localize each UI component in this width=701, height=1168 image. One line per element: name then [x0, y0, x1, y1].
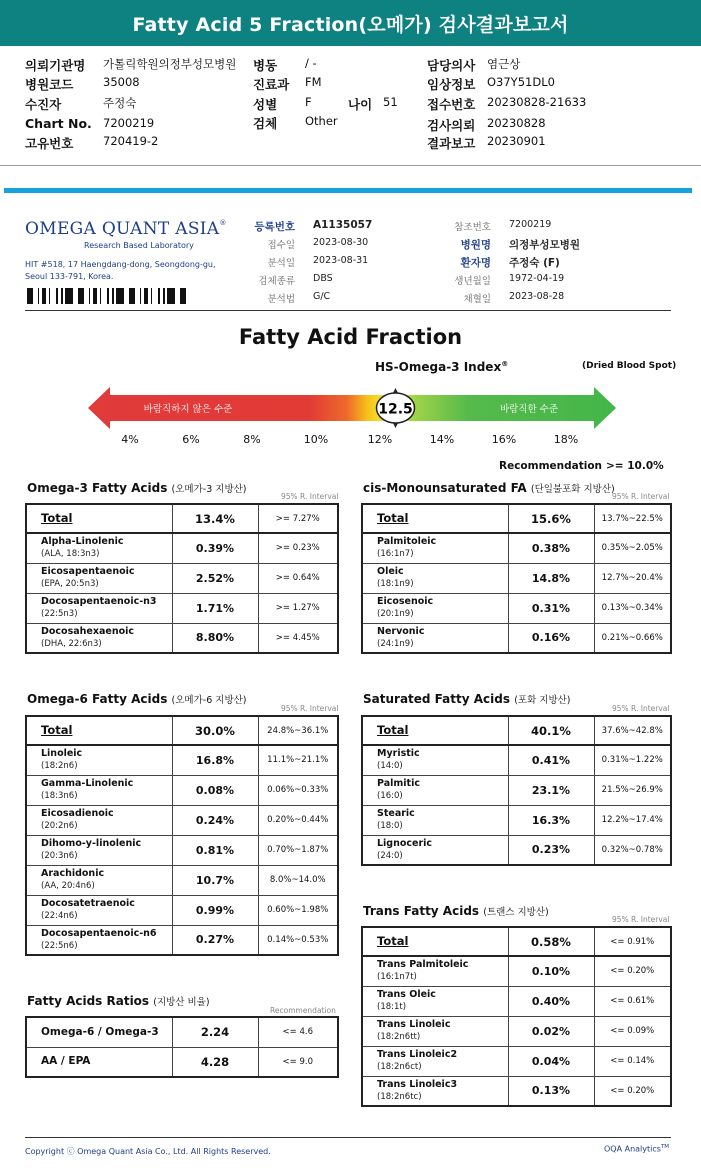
doctor-label: 담당의사 [427, 58, 476, 73]
table-row [362, 956, 671, 986]
acid-name: Linoleic [41, 748, 83, 760]
acid-name-cell [362, 623, 508, 653]
table-row [26, 775, 338, 805]
omega6-title-text: Omega-6 Fatty Acids [27, 692, 168, 706]
acid-code: (16:0) [377, 791, 403, 801]
acid-value: 13.4% [172, 504, 258, 533]
acid-name: Dihomo-y-linolenic [41, 838, 142, 849]
acid-name-cell [362, 775, 508, 805]
ratios-title [27, 994, 210, 1008]
acid-value: 0.81% [172, 835, 258, 865]
acid-name-cell [26, 865, 172, 895]
omega3-title [27, 481, 247, 495]
sex-value: F [305, 95, 312, 109]
specimen-type-label: 검체종류 [258, 276, 295, 287]
acid-value: 0.13% [508, 1076, 594, 1106]
acid-name: Alpha-Linolenic [41, 536, 124, 548]
footer-brand-text: OQA Analytics [604, 1144, 661, 1154]
table-row [26, 865, 338, 895]
table-row [362, 1046, 671, 1076]
acid-name: Arachidonic [41, 868, 105, 879]
patient-label: 수진자 [25, 97, 62, 112]
total-row [26, 504, 338, 533]
unique-no-label: 고유번호 [25, 136, 74, 151]
unique-no-value: 720419-2 [103, 134, 159, 148]
reference-range: <= 0.20% [594, 956, 671, 986]
received-label: 접수일 [267, 240, 295, 251]
reference-range: 0.60%~1.98% [258, 895, 338, 925]
acid-value: 0.41% [508, 745, 594, 775]
reference-range: <= 9.0 [258, 1047, 338, 1077]
lab-name: OMEGA QUANT ASIA [25, 219, 220, 239]
footer-brand [604, 1144, 669, 1154]
gauge-value: 12.5 [378, 401, 413, 418]
gauge-tick-label: 6% [182, 433, 200, 446]
acid-value: 2.52% [172, 563, 258, 593]
acid-code: (22:5n6) [41, 940, 78, 951]
acid-code: (20:1n9) [377, 609, 414, 619]
acid-value: 4.28 [172, 1047, 258, 1077]
omega6-interval-label: 95% R. Interval [281, 704, 339, 713]
hospital-code-label: 병원코드 [25, 77, 74, 92]
acid-value: 0.39% [172, 533, 258, 563]
header-divider [25, 310, 671, 311]
dept-value: FM [305, 75, 322, 89]
acid-value: 30.0% [172, 716, 258, 745]
total-row [26, 716, 338, 745]
acid-code: (18:2n6) [41, 761, 78, 772]
acid-name-cell [362, 563, 508, 593]
divider-bar [4, 188, 692, 193]
patient-name-label: 환자명 [460, 257, 491, 269]
reference-range: 0.14%~0.53% [258, 925, 338, 955]
acid-name: Lignoceric [377, 837, 433, 849]
saturated-title-text: Saturated Fatty Acids [363, 692, 510, 706]
report-title: Fatty Acid 5 Fraction(오메가) 검사결과보고서 [132, 13, 569, 36]
total-row [362, 504, 671, 533]
acid-name: Gamma-Linolenic [41, 778, 134, 789]
acid-code: (22:4n6) [41, 911, 78, 921]
lab-subtitle: Research Based Laboratory [84, 241, 194, 250]
gauge-tick-label: 14% [429, 433, 455, 446]
acid-name: Docosapentaenoic-n6 [41, 927, 157, 939]
reference-range: 0.70%~1.87% [258, 835, 338, 865]
dept-label: 진료과 [253, 77, 290, 92]
reference-range: 12.7%~20.4% [594, 563, 671, 593]
footer-divider [25, 1137, 671, 1138]
age-label: 나이 [348, 97, 373, 112]
specimen-value: Other [305, 114, 338, 128]
trans-title-text: Trans Fatty Acids [363, 904, 480, 918]
acid-value: 0.99% [172, 895, 258, 925]
method-value: G/C [313, 291, 331, 302]
reference-range: 0.21%~0.66% [594, 623, 671, 653]
table-row [362, 533, 671, 563]
acid-name-cell [26, 895, 172, 925]
acid-name-cell [362, 956, 508, 986]
clinical-label: 임상정보 [427, 77, 476, 92]
acid-name-cell: Omega-6 / Omega-3 [26, 1017, 172, 1047]
table-row [362, 593, 671, 623]
reference-range: >= 0.64% [258, 563, 338, 593]
reg-no-value: A1135057 [313, 219, 373, 231]
reference-range: 11.1%~21.1% [258, 745, 338, 775]
footer-tm: TM [660, 1144, 670, 1150]
omega3-title-text: Omega-3 Fatty Acids [27, 481, 168, 495]
acid-code: (24:0) [377, 850, 403, 861]
cismono-interval-label: 95% R. Interval [612, 492, 670, 501]
omega3-title-sub: (오메가-3 지방산) [171, 484, 247, 495]
reference-range: >= 7.27% [258, 504, 338, 533]
reference-range: <= 0.61% [594, 986, 671, 1016]
reference-range: 13.7%~22.5% [594, 504, 671, 533]
specimen-type-value: DBS [313, 273, 333, 284]
hospital-name-value: 의정부성모병원 [509, 239, 581, 251]
reference-range: 12.2%~17.4% [594, 805, 671, 835]
acid-name: Trans Linoleic3 [377, 1078, 458, 1090]
acid-code: (ALA, 18:3n3) [41, 549, 100, 560]
acid-code: (18:1n9) [377, 579, 414, 589]
ratios-recommendation-label: Recommendation [270, 1006, 336, 1015]
lab-registered-mark: ® [219, 219, 227, 227]
index-label-text: HS-Omega-3 Index [375, 360, 502, 374]
saturated-title-sub: (포화 지방산) [514, 695, 571, 706]
ref-no-label: 참조번호 [454, 222, 491, 233]
gauge-value-marker [377, 388, 415, 428]
total-row [362, 716, 671, 745]
acid-name: Palmitic [377, 778, 420, 789]
dob-value: 1972-04-19 [509, 273, 565, 284]
table-row [26, 593, 338, 623]
acid-name-cell [26, 835, 172, 865]
acid-value: 2.24 [172, 1017, 258, 1047]
acid-value: 15.6% [508, 504, 594, 533]
acid-code: (EPA, 20:5n3) [41, 579, 99, 589]
gauge-tick-label: 8% [243, 433, 261, 446]
saturated-interval-label: 95% R. Interval [612, 704, 670, 713]
ref-no-value: 7200219 [509, 219, 552, 230]
acid-value: 0.10% [508, 956, 594, 986]
method-label: 분석법 [267, 294, 295, 305]
patient-info-section [0, 46, 701, 166]
acid-value: 14.8% [508, 563, 594, 593]
trans-table [361, 926, 672, 1107]
acid-value: 0.40% [508, 986, 594, 1016]
reference-range: 21.5%~26.9% [594, 775, 671, 805]
reference-range: 0.32%~0.78% [594, 835, 671, 865]
table-row [26, 925, 338, 955]
acid-name-cell: Total [362, 716, 508, 745]
request-value: 20230828 [487, 116, 546, 130]
reference-range: 0.13%~0.34% [594, 593, 671, 623]
acid-name: Oleic [377, 566, 404, 577]
acid-value: 0.58% [508, 927, 594, 956]
clinical-value: O37Y51DL0 [487, 75, 555, 89]
acid-name: Trans Linoleic [377, 1019, 451, 1030]
table-row [26, 1017, 338, 1047]
acid-code: (18:2n6ct) [377, 1062, 422, 1072]
table-row [362, 805, 671, 835]
acid-name: Eicosadienoic [41, 808, 114, 819]
gauge-bad-text: 바람직하지 않은 수준 [143, 404, 233, 415]
acid-code: (16:1n7t) [377, 972, 417, 983]
total-row [362, 927, 671, 956]
acid-value: 0.31% [508, 593, 594, 623]
lab-address-line1: HIT #518, 17 Haengdang-dong, Seongdong-gu, [25, 260, 216, 269]
table-row [362, 1076, 671, 1106]
acid-name-cell [26, 563, 172, 593]
acid-name: Docosahexaenoic [41, 625, 135, 637]
acid-code: (AA, 20:4n6) [41, 881, 95, 891]
table-row [362, 1016, 671, 1046]
saturated-title [363, 692, 571, 706]
acid-name-cell [26, 805, 172, 835]
reference-range: 24.8%~36.1% [258, 716, 338, 745]
saturated-table [361, 715, 672, 866]
index-registered-mark: ® [501, 360, 509, 368]
acid-name-cell [26, 925, 172, 955]
gauge-tick-label: 12% [367, 433, 393, 446]
acid-name-cell [362, 745, 508, 775]
recommendation-value: >= 10.0% [606, 460, 664, 472]
acid-name-cell: Total [362, 927, 508, 956]
table-row [362, 563, 671, 593]
acid-code: (18:2n6tc) [377, 1091, 422, 1102]
reference-range: 37.6%~42.8% [594, 716, 671, 745]
acid-name: Trans Linoleic2 [377, 1049, 458, 1060]
omega3-index-gauge [88, 385, 616, 431]
acid-value: 10.7% [172, 865, 258, 895]
table-row [26, 1047, 338, 1077]
table-row [362, 745, 671, 775]
acid-code: (24:1n9) [377, 638, 414, 649]
omega3-table [25, 503, 339, 654]
gauge-tick-label: 4% [121, 433, 139, 446]
acid-value: 16.3% [508, 805, 594, 835]
ratios-table [25, 1016, 339, 1078]
acid-name: Docosapentaenoic-n3 [41, 596, 157, 607]
acid-code: (16:1n7) [377, 549, 414, 560]
cismono-title [363, 481, 615, 495]
acid-value: 0.38% [508, 533, 594, 563]
report-title-bar [0, 0, 701, 46]
ward-label: 병동 [253, 58, 278, 73]
acid-value: 0.27% [172, 925, 258, 955]
acid-code: (20:3n6) [41, 851, 78, 861]
acid-name-cell [26, 745, 172, 775]
ward-value: / - [305, 56, 317, 70]
barcode [27, 288, 187, 304]
table-row [26, 563, 338, 593]
omega6-title-sub: (오메가-6 지방산) [171, 695, 247, 706]
footer-copyright: Copyright ⓒ Omega Quant Asia Co., Ltd. All Rights Reserved. [25, 1147, 271, 1156]
reference-range: 0.20%~0.44% [258, 805, 338, 835]
table-row [26, 835, 338, 865]
trans-title [363, 904, 549, 918]
chart-no-value: 7200219 [103, 116, 155, 130]
acid-code: (18:0) [377, 821, 403, 831]
table-row [362, 986, 671, 1016]
acid-code: (22:5n3) [41, 609, 78, 619]
doctor-value: 염근상 [487, 57, 521, 71]
acid-name: Stearic [377, 808, 415, 819]
reference-range: <= 0.91% [594, 927, 671, 956]
lab-logo [25, 219, 226, 239]
specimen-label: 검체 [253, 116, 278, 131]
reg-no-label: 등록번호 [254, 221, 295, 233]
acid-name-cell: Total [362, 504, 508, 533]
ratios-title-sub: (지방산 비율) [153, 997, 210, 1008]
receipt-label: 접수번호 [427, 97, 476, 112]
table-row [26, 623, 338, 653]
cismono-title-text: cis-Monounsaturated FA [363, 481, 527, 495]
acid-name-cell [26, 623, 172, 653]
cismono-title-sub: (단일불포화 지방산) [530, 484, 615, 495]
table-row [26, 533, 338, 563]
dob-label: 생년월일 [454, 276, 491, 287]
acid-name-cell [362, 1016, 508, 1046]
reference-range: 0.35%~2.05% [594, 533, 671, 563]
acid-code: (14:0) [377, 761, 403, 772]
table-row [26, 805, 338, 835]
trans-title-sub: (트랜스 지방산) [483, 907, 549, 918]
gauge-tick-label: 18% [553, 433, 579, 446]
acid-code: (20:2n6) [41, 821, 78, 831]
omega6-title [27, 692, 247, 706]
trans-interval-label: 95% R. Interval [612, 915, 670, 924]
acid-value: 0.23% [508, 835, 594, 865]
acid-name-cell: AA / EPA [26, 1047, 172, 1077]
acid-value: 8.80% [172, 623, 258, 653]
reference-range: >= 0.23% [258, 533, 338, 563]
acid-name-cell [362, 1076, 508, 1106]
table-row [26, 745, 338, 775]
acid-name-cell: Total [26, 504, 172, 533]
omega6-table [25, 715, 339, 956]
acid-name-cell [26, 593, 172, 623]
acid-name: Docosatetraenoic [41, 898, 135, 909]
reference-range: <= 0.20% [594, 1076, 671, 1106]
table-row [362, 623, 671, 653]
institution-label: 의뢰기관명 [25, 58, 86, 73]
acid-name: Trans Oleic [377, 989, 436, 1000]
reference-range: <= 0.09% [594, 1016, 671, 1046]
acid-name-cell [362, 1046, 508, 1076]
acid-name-cell [362, 533, 508, 563]
acid-value: 16.8% [172, 745, 258, 775]
report-date-label: 결과보고 [427, 136, 476, 151]
acid-name-cell [362, 593, 508, 623]
sex-label: 성별 [253, 97, 278, 112]
acid-value: 0.04% [508, 1046, 594, 1076]
acid-name: Trans Palmitoleic [377, 959, 469, 971]
gauge-good-text: 바람직한 수준 [499, 404, 559, 415]
received-value: 2023-08-30 [313, 237, 369, 248]
acid-code: (DHA, 22:6n3) [41, 638, 102, 649]
reference-range: <= 0.14% [594, 1046, 671, 1076]
hospital-name-label: 병원명 [460, 239, 491, 251]
ratios-title-text: Fatty Acids Ratios [27, 994, 150, 1008]
institution-value: 가톨릭학원의정부성모병원 [103, 57, 237, 71]
collected-label: 채혈일 [463, 294, 491, 305]
acid-name: Palmitoleic [377, 536, 437, 548]
patient-value: 주정숙 [103, 96, 137, 110]
omega3-interval-label: 95% R. Interval [281, 492, 339, 501]
acid-value: 0.02% [508, 1016, 594, 1046]
reference-range: 0.06%~0.33% [258, 775, 338, 805]
acid-name: Nervonic [377, 625, 425, 637]
acid-name-cell [26, 775, 172, 805]
reference-range: 8.0%~14.0% [258, 865, 338, 895]
chart-no-label: Chart No. [25, 116, 92, 131]
acid-code: (18:1t) [377, 1002, 407, 1012]
acid-code: (18:3n6) [41, 791, 78, 801]
hospital-code-value: 35008 [103, 75, 140, 89]
cismono-table [361, 503, 672, 654]
acid-code: (18:2n6tt) [377, 1032, 421, 1042]
acid-name: Eicosapentaenoic [41, 566, 135, 577]
acid-value: 0.08% [172, 775, 258, 805]
acid-value: 0.24% [172, 805, 258, 835]
dried-blood-spot: (Dried Blood Spot) [582, 361, 677, 371]
request-label: 검사의뢰 [427, 118, 476, 133]
index-label [375, 360, 508, 374]
acid-name-cell [26, 533, 172, 563]
collected-value: 2023-08-28 [509, 291, 565, 302]
gauge-tick-label: 16% [491, 433, 517, 446]
acid-value: 40.1% [508, 716, 594, 745]
acid-name-cell: Total [26, 716, 172, 745]
acid-name-cell [362, 835, 508, 865]
report-date-value: 20230901 [487, 134, 546, 148]
reference-range: 0.31%~1.22% [594, 745, 671, 775]
analyzed-value: 2023-08-31 [313, 255, 369, 266]
table-row [362, 835, 671, 865]
acid-name: Myristic [377, 748, 420, 760]
reference-range: >= 4.45% [258, 623, 338, 653]
analyzed-label: 분석일 [267, 258, 295, 269]
gauge-tick-label: 10% [303, 433, 329, 446]
table-row [26, 895, 338, 925]
lab-address-line2: Seoul 133-791, Korea. [25, 272, 114, 281]
fraction-title: Fatty Acid Fraction [238, 325, 463, 349]
gauge-ticks [0, 433, 701, 449]
reference-range: <= 4.6 [258, 1017, 338, 1047]
patient-name-value: 주정숙 (F) [509, 257, 560, 269]
acid-value: 1.71% [172, 593, 258, 623]
acid-value: 0.16% [508, 623, 594, 653]
reference-range: >= 1.27% [258, 593, 338, 623]
table-row [362, 775, 671, 805]
acid-name-cell [362, 805, 508, 835]
age-value: 51 [383, 95, 398, 109]
acid-name: Eicosenoic [377, 596, 434, 607]
recommendation-label: Recommendation [499, 460, 603, 472]
acid-value: 23.1% [508, 775, 594, 805]
acid-name-cell [362, 986, 508, 1016]
receipt-value: 20230828-21633 [487, 95, 587, 109]
